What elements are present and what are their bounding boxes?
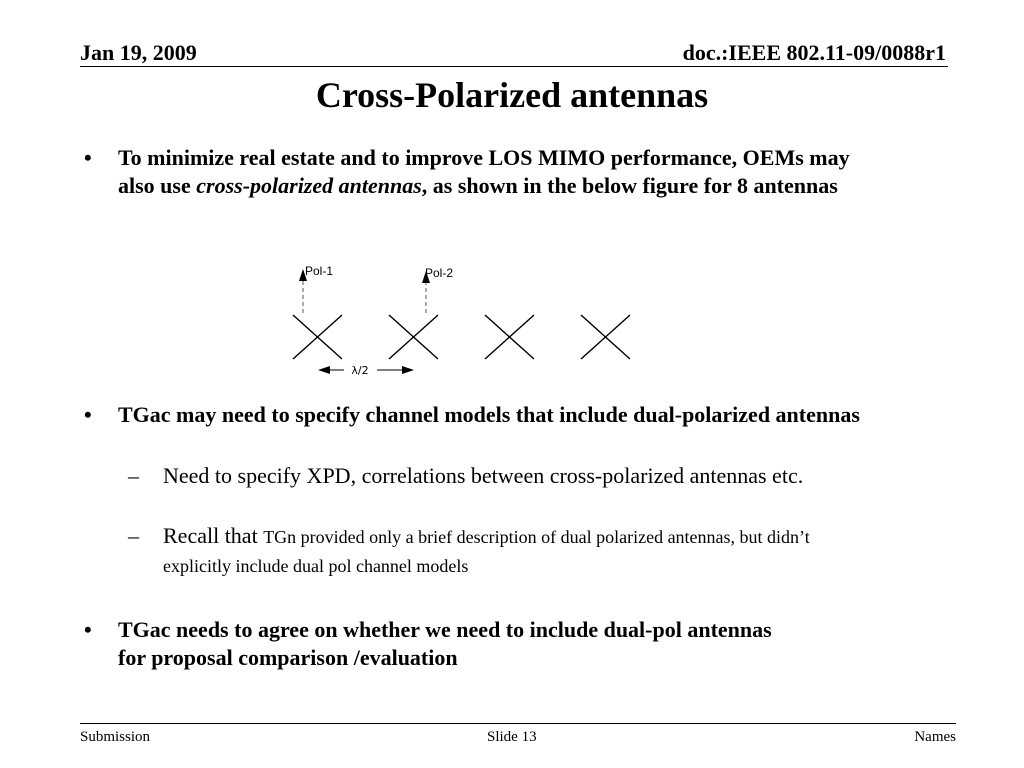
antenna-figure xyxy=(280,255,640,385)
bullet-text-italic: cross-polarized antennas xyxy=(196,173,422,198)
spacing-label: λ/2 xyxy=(351,364,369,377)
header-doc-id: doc.:IEEE 802.11-09/0088r1 xyxy=(682,40,946,65)
bullet-text: TGac needs to agree on whether we need to include dual-pol antennas for proposal comparison /evaluation xyxy=(118,617,772,670)
footer-slide-number: Slide 13 xyxy=(487,729,537,745)
bullet-marker: • xyxy=(84,402,92,427)
subbullet-text xyxy=(163,522,878,580)
subbullet-text-rest: TGn provided only a brief description of dual polarized antennas, but didn’t explicitly include dual pol channel models xyxy=(163,527,810,576)
antenna-cross-2 xyxy=(389,315,438,359)
bullet-marker: • xyxy=(84,617,92,642)
bullet-marker: • xyxy=(84,145,92,170)
slide-title: Cross-Polarized antennas xyxy=(315,75,709,115)
antenna-cross-3 xyxy=(485,315,534,359)
antenna-cross-4 xyxy=(581,315,630,359)
footer-names: Names xyxy=(914,729,956,745)
bullet-text-part1: To minimize real estate and to improve LOS MIMO performance, OEMs may also use xyxy=(118,145,850,198)
spacing-arrow-right xyxy=(402,366,414,374)
subbullet-text: Need to specify XPD, correlations between cross-polarized antennas etc. xyxy=(163,463,804,488)
bullet-text: TGac may need to specify channel models that include dual-polarized antennas xyxy=(118,402,860,427)
pol2-label: Pol-2 xyxy=(425,266,454,280)
subbullet-text-lead: Recall that xyxy=(163,523,264,548)
antenna-cross-1 xyxy=(293,315,342,359)
footer-divider xyxy=(80,723,956,724)
bullet-text xyxy=(118,144,874,200)
footer-submission: Submission xyxy=(80,729,151,745)
subbullet-marker: – xyxy=(128,523,139,548)
header-date: Jan 19, 2009 xyxy=(80,40,197,65)
subbullet-marker: – xyxy=(128,463,139,488)
bullet-text-part2: , as shown in the below figure for 8 antennas xyxy=(421,173,838,198)
spacing-arrow-left xyxy=(318,366,330,374)
header-divider xyxy=(80,66,948,67)
pol1-label: Pol-1 xyxy=(305,264,334,278)
